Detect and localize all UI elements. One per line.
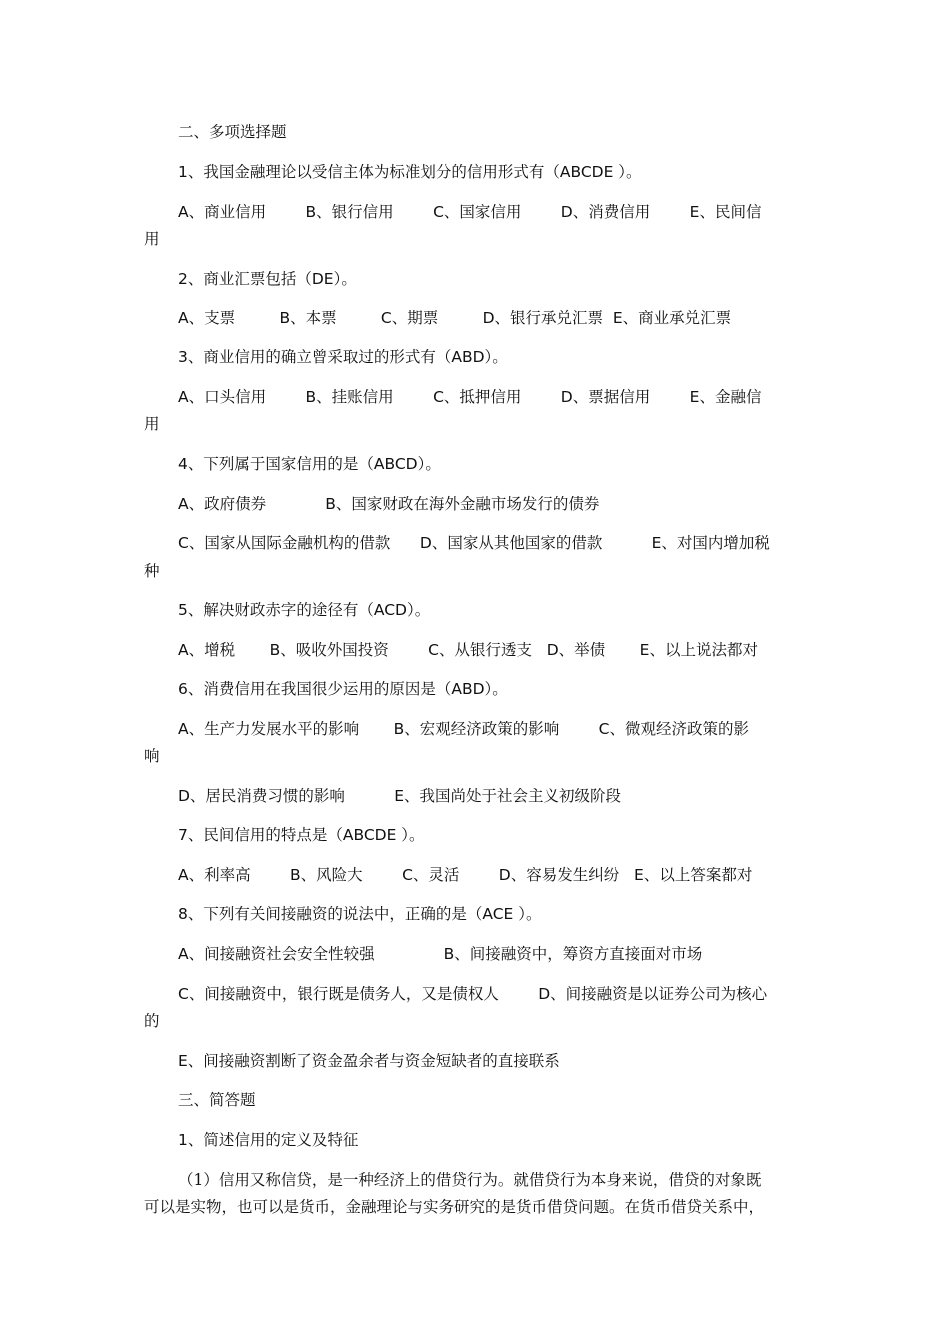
question-6-options: D、居民消费习惯的影响 E、我国尚处于社会主义初级阶段	[178, 787, 622, 805]
question-2-stem: 2、商业汇票包括（DE）。	[178, 270, 357, 288]
short-answer-1-paragraph: 可以是实物，也可以是货币，金融理论与实务研究的是货币借贷问题。在货币借贷关系中，	[144, 1198, 765, 1216]
question-1-options: A、商业信用 B、银行信用 C、国家信用 D、消费信用 E、民间信	[178, 203, 762, 221]
question-1-stem: 1、我国金融理论以受信主体为标准划分的信用形式有（ABCDE ）。	[178, 163, 642, 181]
short-answer-1-paragraph: （1）信用又称信贷，是一种经济上的借贷行为。就借贷行为本身来说，借贷的对象既	[178, 1171, 762, 1189]
question-8-options: E、间接融资割断了资金盈余者与资金短缺者的直接联系	[178, 1052, 560, 1070]
question-6-options-wrap: 响	[144, 747, 160, 765]
question-3-options: A、口头信用 B、挂账信用 C、抵押信用 D、票据信用 E、金融信	[178, 388, 762, 406]
question-5-options: A、增税 B、吸收外国投资 C、从银行透支 D、举债 E、以上说法都对	[178, 641, 758, 659]
question-1-options-wrap: 用	[144, 230, 160, 248]
question-3-options-wrap: 用	[144, 415, 160, 433]
short-answer-1-title: 1、简述信用的定义及特征	[178, 1131, 359, 1149]
question-3-stem: 3、商业信用的确立曾采取过的形式有（ABD）。	[178, 348, 508, 366]
question-8-stem: 8、下列有关间接融资的说法中，正确的是（ACE ）。	[178, 905, 542, 923]
question-4-options: C、国家从国际金融机构的借款 D、国家从其他国家的借款 E、对国内增加税	[178, 534, 770, 552]
question-4-stem: 4、下列属于国家信用的是（ABCD）。	[178, 455, 441, 473]
section-title-multiple-choice: 二、多项选择题	[178, 123, 287, 141]
question-4-options: A、政府债券 B、国家财政在海外金融市场发行的债券	[178, 495, 600, 513]
question-4-options-wrap: 种	[144, 562, 160, 580]
question-7-stem: 7、民间信用的特点是（ABCDE ）。	[178, 826, 425, 844]
question-8-options: A、间接融资社会安全性较强 B、间接融资中，筹资方直接面对市场	[178, 945, 703, 963]
question-2-options: A、支票 B、本票 C、期票 D、银行承兑汇票 E、商业承兑汇票	[178, 309, 732, 327]
section-title-short-answer: 三、简答题	[178, 1091, 256, 1109]
question-8-options-wrap: 的	[144, 1012, 160, 1030]
question-6-stem: 6、消费信用在我国很少运用的原因是（ABD）。	[178, 680, 508, 698]
question-6-options: A、生产力发展水平的影响 B、宏观经济政策的影响 C、微观经济政策的影	[178, 720, 749, 738]
question-7-options: A、利率高 B、风险大 C、灵活 D、容易发生纠纷 E、以上答案都对	[178, 866, 753, 884]
question-5-stem: 5、解决财政赤字的途径有（ACD）。	[178, 601, 431, 619]
question-8-options: C、间接融资中，银行既是债务人，又是债权人 D、间接融资是以证券公司为核心	[178, 985, 768, 1003]
